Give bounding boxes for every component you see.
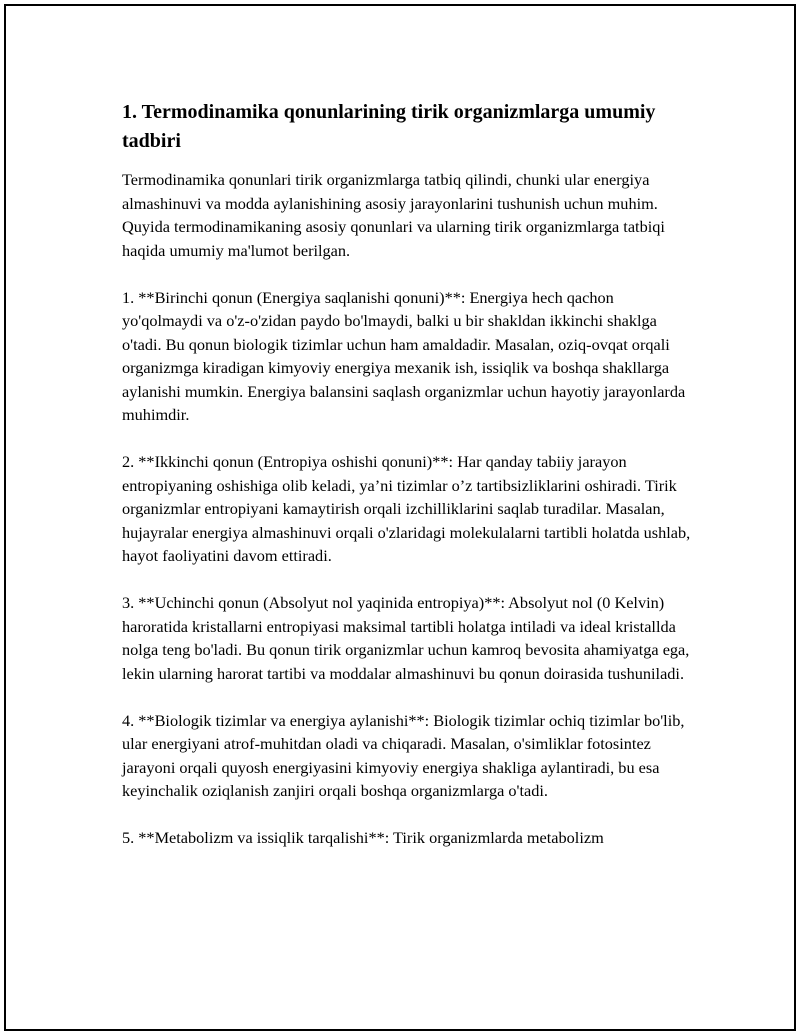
paragraph-biological-systems: 4. **Biologik tizimlar va energiya aylanishi**: Biologik tizimlar ochiq tizimlar bo'lib, ular energiyani atrof-muhitdan oladi va chiqaradi. Masalan, o'simliklar fotosintez jarayoni orqali quyosh energiyasini kimyoviy energiya shakliga aylantiradi, bu esa keyinchalik oziqlanish zanjiri orqali boshqa organizmlarga o'tadi. [122,710,685,800]
page-frame [4,4,796,1031]
paragraph-metabolism: 5. **Metabolizm va issiqlik tarqalishi**: Tirik organizmlarda metabolizm [122,828,604,847]
paragraph-third-law: 3. **Uchinchi qonun (Absolyut nol yaqinida entropiya)**: Absolyut nol (0 Kelvin) haroratida kristallarni entropiyasi maksimal tartibli holatga intiladi va ideal kristallda nolga teng bo'ladi. Bu qonun tirik organizmlar uchun kamroq bevosita ahamiyatga ega, lekin ularning harorat tartibi va moddalar almashinuvi bu qonun doirasida tushuniladi. [122,593,690,683]
paragraph-second-law: 2. **Ikkinchi qonun (Entropiya oshishi qonuni)**: Har qanday tabiiy jarayon entropiyaning oshishiga olib keladi, ya’ni tizimlar o’z tartibsizliklarini oshiradi. Tirik organizmlar entropiyani kamaytirish orqali izchilliklarini saqlab turadilar. Masalan, hujayralar energiya almashinuvi orqali o'zlaridagi molekulalarni tartibli holatda ushlab, hayot faoliyatini davom ettiradi. [122,452,691,565]
document-body [122,98,697,850]
document-title: 1. Termodinamika qonunlarining tirik organizmlarga umumiy tadbiri [122,101,656,152]
intro-paragraph: Termodinamika qonunlari tirik organizmlarga tatbiq qilindi, chunki ular energiya almashinuvi va modda aylanishining asosiy jarayonlarini tushunish uchun muhim. Quyida termodinamikaning asosiy qonunlari va ularning tirik organizmlarga tatbiqi haqida umumiy ma'lumot berilgan. [122,170,665,260]
paragraph-first-law: 1. **Birinchi qonun (Energiya saqlanishi qonuni)**: Energiya hech qachon yo'qolmaydi va o'z-o'zidan paydo bo'lmaydi, balki u bir shakldan ikkinchi shaklga o'tadi. Bu qonun biologik tizimlar uchun ham amaldadir. Masalan, oziq-ovqat orqali organizmga kiradigan kimyoviy energiya mexanik ish, issiqlik va boshqa shakllarga aylanishi mumkin. Energiya balansini saqlash organizmlar uchun hayotiy jarayonlarda muhimdir. [122,287,686,424]
